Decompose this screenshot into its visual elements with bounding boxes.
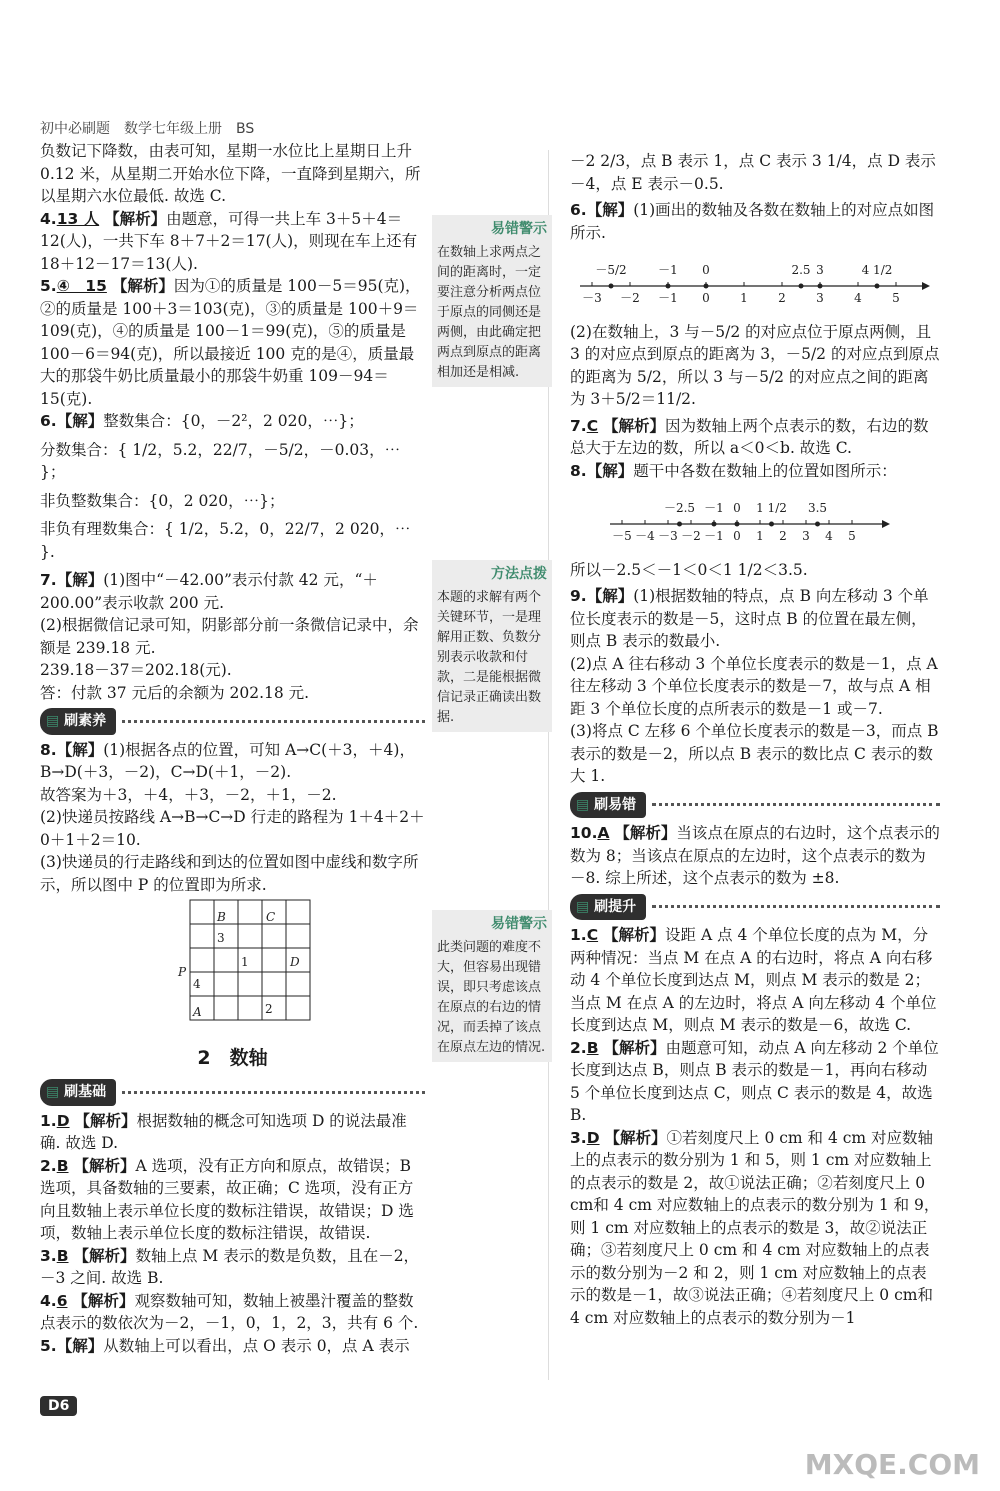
point-dot: [769, 522, 774, 527]
r-q10: 10.A 【解析】当该点在原点的右边时，这个点表示的数为 8；当该点在原点的左边时，这个点表示的数为－8. 综上所述，这个点表示的数为 ±8.: [570, 824, 940, 887]
point-dot: [735, 522, 740, 527]
r-q9-l2: (2)点 A 往右移动 3 个单位长度表示的数是－1，点 A 往左移动 3 个单位长度表示的数是－7，故与点 A 相距 3 个单位长度的点所表示的数是－1 或－7.: [570, 654, 938, 718]
r-t2: 2.B 【解析】由题意可知，动点 A 向左移动 2 个单位长度到达点 B，则点 B 表示的数是－1，再向右移动 5 个单位长度到达点 C，则点 C 表示的数是 4，故选 B.: [570, 1038, 939, 1124]
chapter-title: 2 数轴: [197, 1046, 268, 1069]
r-q6: 6.【解】(1)画出的数轴及各数在数轴上的对应点如图所示.: [570, 201, 935, 242]
q8-l3: (2)快递员按路线 A→B→C→D 行走的路程为 1＋4＋2＋0＋1＋2＝10.: [40, 808, 425, 849]
b1: 1.D 【解析】根据数轴的概念可知选项 D 的说法最准确. 故选 D.: [40, 1111, 407, 1152]
tick-label: －1: [704, 529, 724, 543]
point-dot: [609, 284, 614, 289]
tip-box-3: [432, 910, 552, 1062]
tip-box-2: [432, 560, 552, 732]
tick-label: 1: [756, 529, 764, 543]
point-dot: [666, 284, 671, 289]
r-q7: 7.C 【解析】因为数轴上两个点表示的数，右边的数总大于左边的数，所以 a＜0＜b. 故选 C.: [570, 416, 929, 457]
point-dot: [704, 284, 709, 289]
r-t3: 3.D 【解析】①若刻度尺上 0 cm 和 4 cm 对应数轴上的点表示的数分别为 1 和 5，则 1 cm 对应数轴上的点表示的数是 2，故①说法正确；②若刻度尺上 0 cm和 4 cm 对应数轴上的点表示的数分别为 1 和 9，则 1 cm 对应数轴上的点表示的数是 3，故②说法正确；③若刻度尺上 0 cm 和 4 cm 对应数轴上的点表示的数分别为－2 和 2，则 1 cm 对应数轴上的点表示的数是－1，故③说法正确；④若刻度尺上 0 cm和 4 cm 对应数轴上的点表示的数分别为－1: [570, 1128, 940, 1327]
section-banner-jichu: ▤ 刷基础: [40, 1079, 425, 1106]
tip-text: 本题的求解有两个关键环节，一是理解用正数、负数分别表示收款和付款，二是能根据微信记录正确读出数据.: [437, 590, 542, 725]
r-q9: 9.【解】(1)根据数轴的特点，点 B 向左移动 3 个单位长度表示的数是－5，这时点 B 的位置在最左侧，则点 B 表示的数最小.: [570, 587, 929, 650]
grid-label-a: A: [193, 1005, 202, 1019]
section-banner-yicuo: ▤ 刷易错: [570, 792, 940, 819]
grid-label-b: B: [217, 910, 226, 924]
grid-label-1: 1: [241, 955, 249, 969]
tick-label: 5: [848, 529, 856, 543]
b5: 5.【解】从数轴上可以看出，点 O 表示 0，点 A 表示: [40, 1336, 410, 1355]
point-label: 0: [733, 501, 741, 515]
grid-label-4: 4: [193, 977, 201, 991]
point-label: －5/2: [595, 263, 627, 277]
tick-label: －3: [582, 291, 602, 305]
tick-label: 1: [740, 291, 748, 305]
tick-label: 2: [779, 529, 787, 543]
q4: 4.13 人 【解析】由题意，可得一共上车 3＋5＋4＝12(人)，一共下车 8＋7＋2＝17(人)，则现在车上还有 18＋12－17＝13(人).: [40, 209, 418, 273]
tick-label: 4: [825, 529, 833, 543]
tick-label: 3: [802, 529, 810, 543]
point-dot: [818, 284, 823, 289]
r-q9-l3: (3)将点 C 左移 6 个单位长度表示的数是－3，而点 B 表示的数是－2，所以点 B 表示的数比点 C 表示的数大 1.: [570, 722, 939, 785]
tip-tag: 易错警示: [491, 916, 547, 932]
tick-label: －2: [620, 291, 640, 305]
point-dot: [712, 522, 717, 527]
point-dot: [815, 522, 820, 527]
b2: 2.B 【解析】A 选项，没有正方向和原点，故错误；B 选项，具备数轴的三要素，故正确；C 选项，没有正方向且数轴上表示单位长度的数标注错误，故错误；D 选项，数轴上表示单位长度的数标注错误，故错误.: [40, 1156, 414, 1242]
section-banner-tisheng: ▤ 刷提升: [570, 894, 940, 921]
r-q8: 8.【解】题干中各数在数轴上的位置如图所示：: [570, 461, 897, 480]
tick-label: －4: [635, 529, 655, 543]
q8: 8.【解】(1)根据各点的位置，可知 A→C(＋3，＋4)，B→D(＋3，－2)，C→D(＋1，－2).: [40, 740, 415, 781]
continued-text: 负数记下降数，由表可知，星期一水位比上星期日上升 0.12 米，从星期二开始水位下降，一直降到星期六，所以星期六水位最低. 故选 C.: [40, 142, 421, 205]
tick-label: 4: [854, 291, 862, 305]
tip-box-1: [432, 215, 552, 387]
q8-l2: 故答案为＋3，＋4，＋3，－2，＋1，－2.: [40, 785, 337, 804]
point-dot: [875, 284, 880, 289]
point-label: 2.5: [791, 263, 811, 277]
watermark: MXQE.COM: [804, 1448, 980, 1481]
number-line-1: [570, 244, 940, 314]
point-label: －1: [658, 263, 678, 277]
q6-nonneg-rational-set: 非负有理数集合：{ 1/2，5.2，0，22/7，2 020，⋯ }.: [40, 520, 411, 561]
q7-l4: 答：付款 37 元后的余额为 202.18 元.: [40, 683, 310, 702]
grid-label-c: C: [266, 910, 276, 924]
continued-text: －2 2/3，点 B 表示 1，点 C 表示 3 1/4，点 D 表示－4，点 E 表示－0.5.: [570, 152, 936, 193]
point-label: 4 1/2: [861, 263, 893, 277]
point-label: 3: [816, 263, 824, 277]
r-q8-l2: 所以－2.5＜－1＜0＜1 1/2＜3.5.: [570, 560, 808, 579]
b3: 3.B 【解析】数轴上点 M 表示的数是负数，且在－2，－3 之间. 故选 B.: [40, 1246, 420, 1287]
tick-label: －3: [658, 529, 678, 543]
point-label: －1: [704, 501, 724, 515]
grid-figure: [40, 896, 425, 1026]
q5: 5.④ 15 【解析】因为①的质量是 100－5＝95(克)，②的质量是 100＋3＝103(克)，③的质量是 100＋9＝109(克)，④的质量是 100－1＝99(克)，⑤的质量是 100－6＝94(克)，所以最接近 100 克的是④，质量最大的那袋牛奶比质量最小的那袋牛奶重 109－94＝15(克).: [40, 277, 421, 408]
tick-label: 2: [778, 291, 786, 305]
number-line-2: [570, 482, 940, 552]
grid-label-p: P: [178, 965, 187, 979]
q7: 7.【解】(1)图中“－42.00”表示付款 42 元，“＋200.00”表示收款 200 元.: [40, 571, 378, 612]
tick-label: －2: [681, 529, 701, 543]
q6: 6.【解】整数集合：{0，－2²，2 020，⋯}；: [40, 412, 364, 430]
q7-l3: 239.18－37＝202.18(元).: [40, 661, 232, 679]
grid-label-2: 2: [265, 1002, 273, 1016]
page-number: D6: [40, 1396, 77, 1416]
section-banner-suyang: ▤ 刷素养: [40, 708, 425, 735]
tick-label: 0: [733, 529, 741, 543]
tick-label: 3: [816, 291, 824, 305]
point-dot: [799, 284, 804, 289]
tick-label: －1: [658, 291, 678, 305]
q8-l4: (3)快递员的行走路线和到达的位置如图中虚线和数字所示，所以图中 P 的位置即为所求.: [40, 853, 419, 894]
r-t1: 1.C 【解析】设距 A 点 4 个单位长度的点为 M，分两种情况：当点 M 在点 A 的右边时，将点 A 向右移动 4 个单位长度到达点 M，则点 M 表示的数是 2；当点 M 在点 A 的左边时，将点 A 向左移动 4 个单位长度到达点 M，则点 M 表示的数是－6，故选 C.: [570, 926, 937, 1034]
tick-label: 0: [702, 291, 710, 305]
point-label: －2.5: [663, 501, 696, 515]
tick-label: －5: [612, 529, 632, 543]
grid-label-d: D: [290, 955, 300, 969]
q6-fraction-set: 分数集合：{ 1/2，5.2，22/7，－5/2，－0.03，⋯ }；: [40, 440, 401, 481]
point-label: 0: [702, 263, 710, 277]
right-column: [570, 150, 940, 1329]
tip-text: 此类问题的难度不大，但容易出现错误，即只考虑该点在原点的右边的情况，而丢掉了该点在原点左边的情况.: [437, 940, 546, 1055]
tip-tag: 易错警示: [491, 221, 547, 237]
left-column: [40, 140, 425, 1357]
q6-nonneg-int-set: 非负整数集合：{0，2 020，⋯}；: [40, 491, 285, 510]
point-label: 3.5: [807, 501, 828, 515]
q7-l2: (2)根据微信记录可知，阴影部分前一条微信记录中，余额是 239.18 元.: [40, 616, 419, 657]
grid-label-3: 3: [217, 931, 225, 945]
tip-text: 在数轴上求两点之间的距离时，一定要注意分析两点位于原点的同侧还是两侧，由此确定把两点到原点的距离相加还是相减.: [437, 245, 542, 380]
b4: 4.6 【解析】观察数轴可知，数轴上被墨汁覆盖的整数点表示的数依次为－2，－1，0，1，2，3，共有 6 个.: [40, 1291, 419, 1332]
tip-tag: 方法点拨: [491, 566, 547, 582]
page-header: 初中必刷题 数学七年级上册 BS: [40, 121, 255, 137]
r-q6-l2: (2)在数轴上，3 与－5/2 的对应点位于原点两侧，且 3 的对应点到原点的距离为 3，－5/2 的对应点到原点的距离为 5/2，所以 3 与－5/2 的对应点之间的距离为 3＋5/2＝11/2.: [570, 322, 940, 408]
tick-label: 5: [892, 291, 900, 305]
point-dot: [677, 522, 682, 527]
point-label: 1 1/2: [756, 501, 787, 515]
